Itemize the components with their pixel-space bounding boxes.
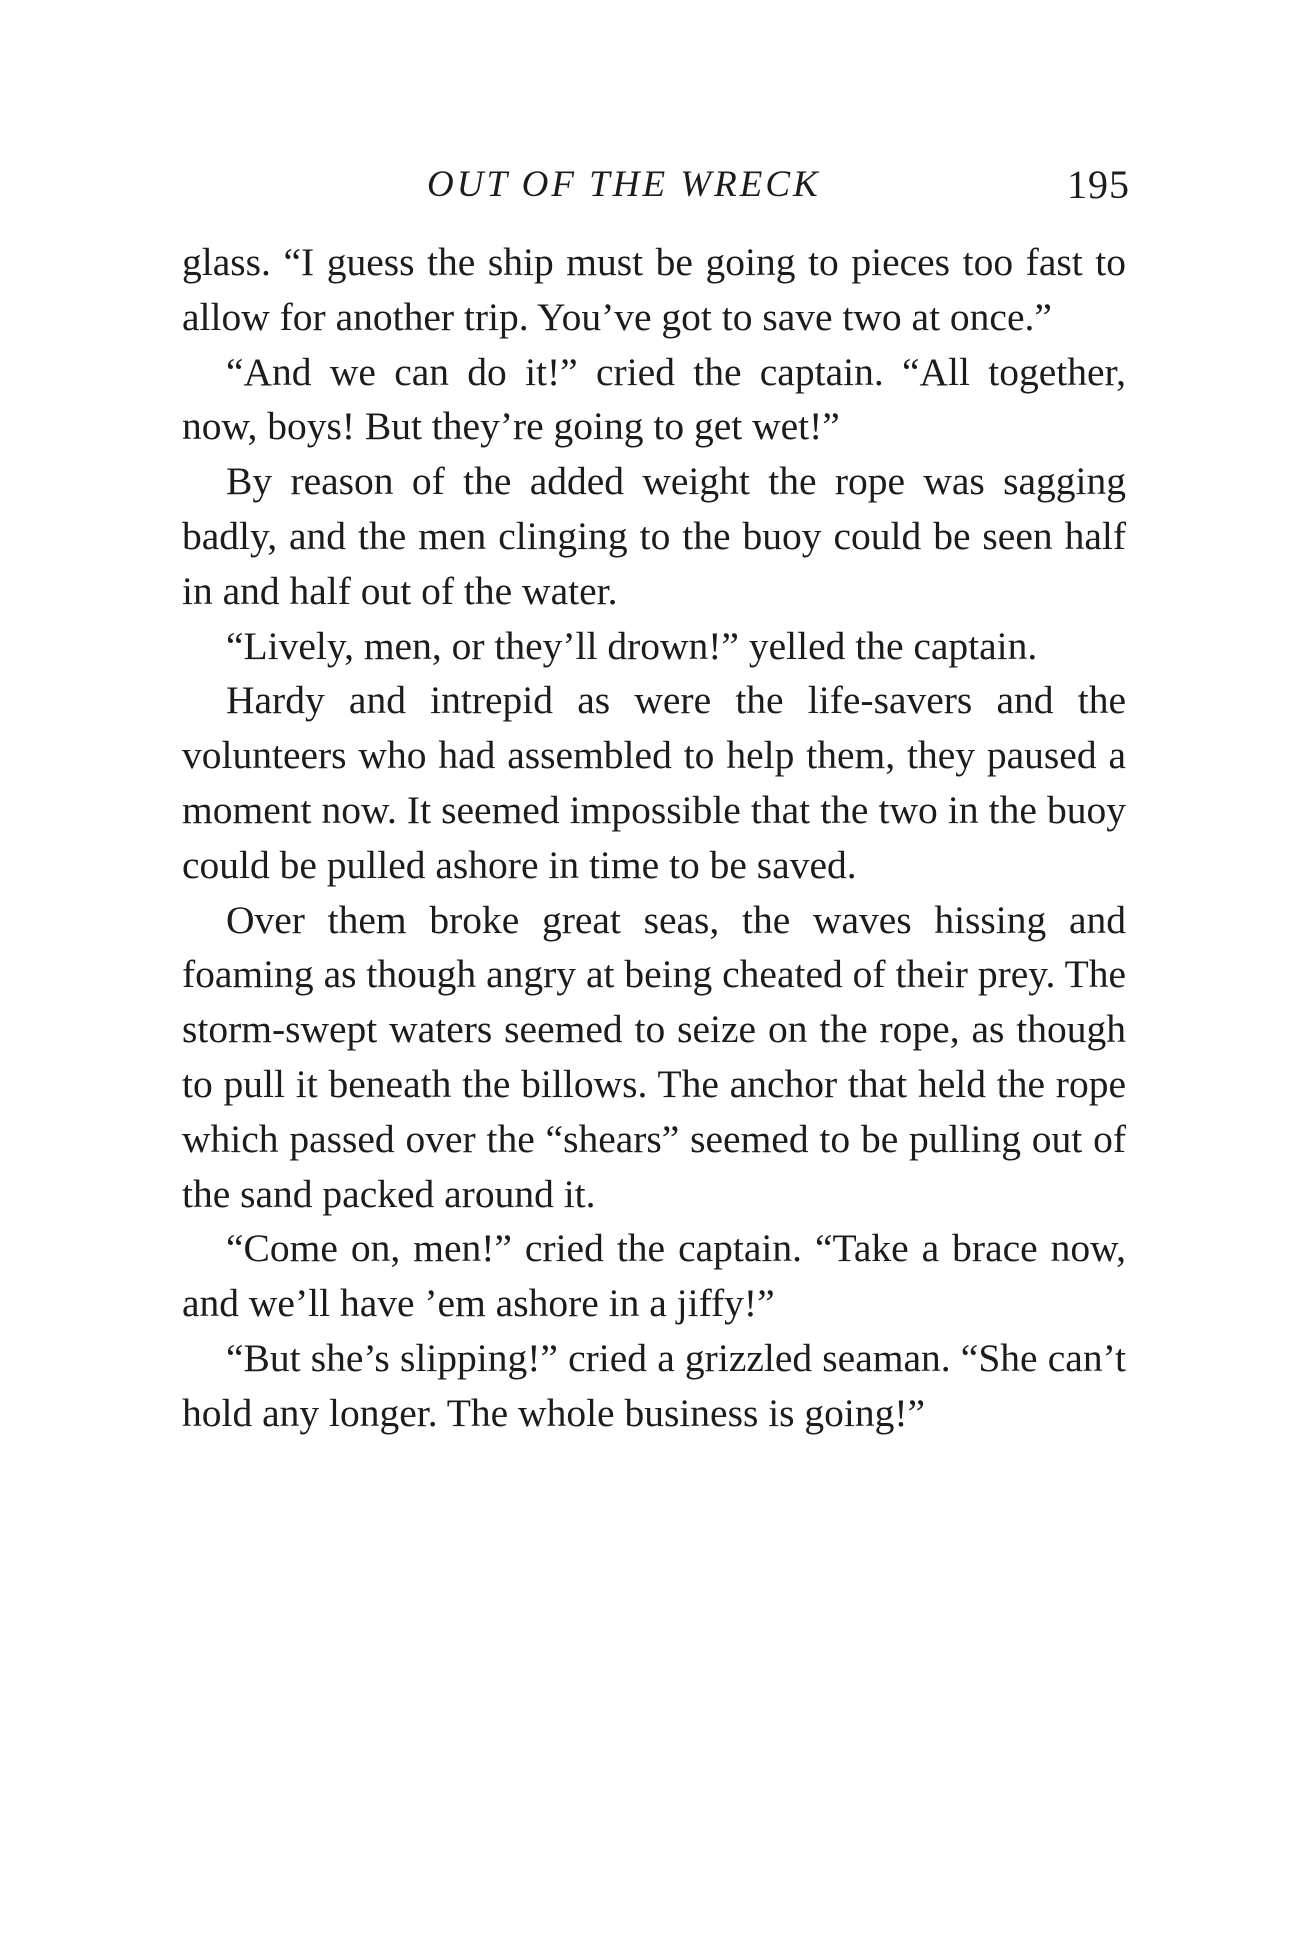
paragraph: “But she’s slipping!” cried a grizzled seaman. “She can’t hold any longer. The whole business is going!” — [182, 1335, 1126, 1435]
paragraph: glass. “I guess the ship must be going to pieces too fast to allow for another trip. You’ve got to save two at once.” — [182, 240, 1126, 339]
body-text — [182, 235, 1126, 1441]
paragraph: “And we can do it!” cried the captain. “All together, now, boys! But they’re going to get wet!” — [182, 349, 1126, 449]
paragraph: By reason of the added weight the rope was sagging badly, and the men clinging to the buoy could be seen half in and half out of the water. — [182, 459, 1126, 613]
running-head — [180, 155, 1130, 215]
page-number: 195 — [1067, 162, 1130, 207]
paragraph: “Come on, men!” cried the captain. “Take a brace now, and we’ll have ’em ashore in a jiffy!” — [182, 1226, 1126, 1326]
running-title: OUT OF THE WRECK — [427, 164, 821, 205]
paragraph: Hardy and intrepid as were the life-savers and the volunteers who had assembled to help them, they paused a moment now. It seemed impossible that the two in the buoy could be pulled ashore in time to be saved. — [182, 678, 1126, 887]
paragraph: “Lively, men, or they’ll drown!” yelled the captain. — [226, 623, 1038, 668]
paragraph: Over them broke great seas, the waves hissing and foaming as though angry at being cheated of their prey. The storm-swept waters seemed to seize on the rope, as though to pull it beneath the billows. The anchor that held the rope which passed over the “shears” seemed to be pulling out of the sand packed around it. — [182, 897, 1126, 1216]
